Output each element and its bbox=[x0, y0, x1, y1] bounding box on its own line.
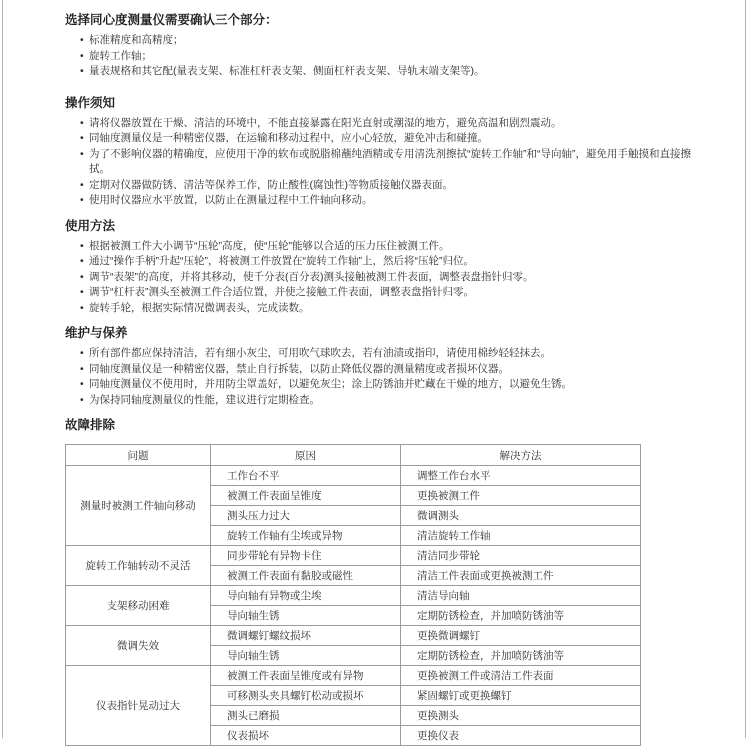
solution-cell: 紧固螺钉或更换螺钉 bbox=[401, 686, 641, 706]
column-header-cause: 原因 bbox=[211, 445, 401, 466]
bullet-item: • 请将仪器放置在干燥、清洁的环境中，不能直接暴露在阳光直射或潮湿的地方，避免高温和剧烈震动。 bbox=[80, 116, 705, 132]
bullet-list-usage bbox=[65, 239, 705, 317]
bullet-item: • 标准精度和高精度； bbox=[80, 33, 705, 49]
solution-cell: 清洁工件表面或更换被测工件 bbox=[401, 566, 641, 586]
solution-cell: 清洁导向轴 bbox=[401, 586, 641, 606]
table-row bbox=[66, 626, 641, 646]
bullet-item: • 旋转工作轴； bbox=[80, 49, 705, 65]
section-operation-notes bbox=[65, 96, 705, 209]
cause-cell: 同步带轮有异物卡住 bbox=[211, 546, 401, 566]
table-row bbox=[66, 546, 641, 566]
cause-cell: 导向轴有异物或尘埃 bbox=[211, 586, 401, 606]
bullet-item: • 同轴度测量仪是一种精密仪器，禁止自行拆装，以防止降低仪器的测量精度或者损坏仪器。 bbox=[80, 362, 705, 378]
bullet-item: • 定期对仪器做防锈、清洁等保养工作，防止酸性(腐蚀性)等物质接触仪器表面。 bbox=[80, 178, 705, 194]
section-heading-troubleshooting: 故障排除 bbox=[65, 418, 116, 432]
section-maintenance bbox=[65, 326, 705, 408]
section-troubleshooting bbox=[65, 418, 705, 746]
cause-cell: 测头压力过大 bbox=[211, 506, 401, 526]
bullet-item: • 为了不影响仪器的精确度，应使用干净的软布或脱脂棉蘸纯酒精或专用清洗剂擦拭“旋转工作轴”和“导向轴”，避免用手触摸和直接擦拭。 bbox=[80, 147, 705, 178]
bullet-item: • 旋转手轮，根据实际情况微调表头，完成读数。 bbox=[80, 301, 705, 317]
solution-cell: 定期防锈检查，并加喷防锈油等 bbox=[401, 646, 641, 666]
solution-cell: 定期防锈检查，并加喷防锈油等 bbox=[401, 606, 641, 626]
table-row bbox=[66, 586, 641, 606]
cause-cell: 可移测头夹具螺钉松动或损坏 bbox=[211, 686, 401, 706]
bullet-item: • 同轴度测量仪不使用时，并用防尘罩盖好，以避免灰尘；涂上防锈油并贮藏在干燥的地方，以避免生锈。 bbox=[80, 377, 705, 393]
cause-cell: 被测工件表面有黏胶或磁性 bbox=[211, 566, 401, 586]
cause-cell: 旋转工作轴有尘埃或异物 bbox=[211, 526, 401, 546]
bullet-item: • 根据被测工件大小调节“压轮”高度，使“压轮”能够以合适的压力压住被测工件。 bbox=[80, 239, 705, 255]
problem-cell: 微调失效 bbox=[66, 626, 211, 666]
problem-cell: 支架移动困难 bbox=[66, 586, 211, 626]
bullet-list-selection bbox=[65, 33, 705, 80]
section-heading-usage: 使用方法 bbox=[65, 218, 116, 233]
section-heading-maintenance: 维护与保养 bbox=[65, 326, 128, 340]
solution-cell: 微调测头 bbox=[401, 506, 641, 526]
cause-cell: 被测工件表面呈锥度或有异物 bbox=[211, 666, 401, 686]
bullet-item: • 量表规格和其它配(量表支架、标准杠杆表支架、侧面杠杆表支架、导轨末端支架等)。 bbox=[80, 64, 705, 80]
troubleshooting-table bbox=[65, 444, 641, 746]
bullet-list-maintenance bbox=[65, 346, 705, 408]
section-usage bbox=[65, 219, 705, 317]
cause-cell: 导向轴生锈 bbox=[211, 646, 401, 666]
table-header-row bbox=[66, 445, 641, 466]
bullet-item: • 同轴度测量仪是一种精密仪器，在运输和移动过程中，应小心轻放，避免冲击和碰撞。 bbox=[80, 131, 705, 147]
solution-cell: 更换被测工件或清洁工件表面 bbox=[401, 666, 641, 686]
problem-cell: 仪表指针晃动过大 bbox=[66, 666, 211, 746]
section-heading-selection: 选择同心度测量仪需要确认三个部分： bbox=[65, 13, 278, 27]
document-page bbox=[2, 0, 746, 742]
solution-cell: 调整工作台水平 bbox=[401, 466, 641, 486]
cause-cell: 被测工件表面呈锥度 bbox=[211, 486, 401, 506]
bullet-item: • 通过“操作手柄”升起“压轮”，将被测工件放置在“旋转工作轴”上，然后将“压轮”归位。 bbox=[80, 254, 705, 270]
bullet-item: • 为保持同轴度测量仪的性能，建议进行定期检查。 bbox=[80, 393, 705, 409]
table-row bbox=[66, 466, 641, 486]
solution-cell: 更换测头 bbox=[401, 706, 641, 726]
solution-cell: 更换微调螺钉 bbox=[401, 626, 641, 646]
bullet-item: • 所有部件都应保持清洁，若有细小灰尘，可用吹气球吹去，若有油渍或指印，请使用棉纱轻轻抹去。 bbox=[80, 346, 705, 362]
bullet-item: • 调节“表架”的高度，并将其移动，使千分表(百分表)测头接触被测工件表面，调整表盘指针归零。 bbox=[80, 270, 705, 286]
bullet-list-operation-notes bbox=[65, 116, 705, 209]
cause-cell: 测头已磨损 bbox=[211, 706, 401, 726]
section-selection bbox=[65, 13, 705, 80]
solution-cell: 清洁同步带轮 bbox=[401, 546, 641, 566]
column-header-problem: 问题 bbox=[66, 445, 211, 466]
bullet-item: • 调节“杠杆表”测头至被测工件合适位置，并使之接触工件表面，调整表盘指针归零。 bbox=[80, 285, 705, 301]
solution-cell: 更换被测工件 bbox=[401, 486, 641, 506]
cause-cell: 工作台不平 bbox=[211, 466, 401, 486]
cause-cell: 仪表损坏 bbox=[211, 726, 401, 746]
problem-cell: 旋转工作轴转动不灵活 bbox=[66, 546, 211, 586]
bullet-item: • 使用时仪器应水平放置，以防止在测量过程中工件轴向移动。 bbox=[80, 193, 705, 209]
solution-cell: 清洁旋转工作轴 bbox=[401, 526, 641, 546]
column-header-solution: 解决方法 bbox=[401, 445, 641, 466]
table-row bbox=[66, 666, 641, 686]
problem-cell: 测量时被测工件轴向移动 bbox=[66, 466, 211, 546]
section-heading-operation-notes: 操作须知 bbox=[65, 95, 116, 110]
cause-cell: 微调螺钉螺纹损坏 bbox=[211, 626, 401, 646]
solution-cell: 更换仪表 bbox=[401, 726, 641, 746]
cause-cell: 导向轴生锈 bbox=[211, 606, 401, 626]
